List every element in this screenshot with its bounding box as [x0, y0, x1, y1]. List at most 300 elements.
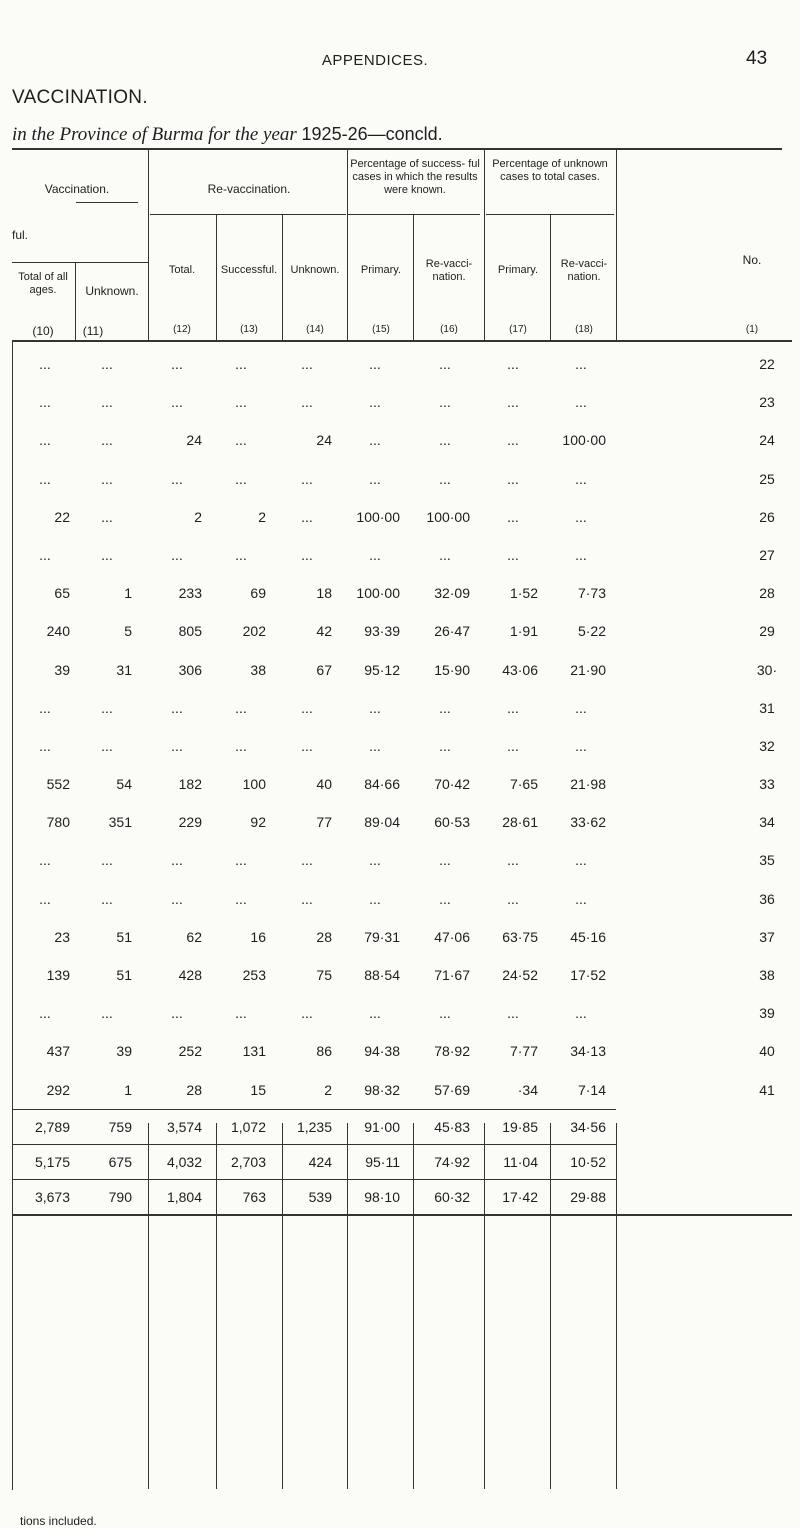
row-number: 36	[759, 890, 775, 907]
table-cell: ...	[171, 699, 183, 716]
table-cell: 131	[242, 1043, 266, 1060]
table-cell: 2,789	[34, 1118, 70, 1135]
table-cell: 95·12	[364, 661, 400, 678]
row-number: 25	[759, 470, 775, 487]
col-num: (11)	[82, 324, 104, 338]
row-number: 24	[759, 432, 775, 449]
table-cell: ...	[439, 394, 451, 411]
table-cell: 34·13	[570, 1043, 606, 1060]
table-cell: 94·38	[364, 1043, 400, 1060]
table-cell: 45·16	[570, 928, 606, 945]
table-cell: 10·52	[570, 1153, 606, 1170]
table-cell: ...	[369, 1005, 381, 1022]
table-cell: 2	[324, 1081, 332, 1098]
table-cell: ...	[439, 699, 451, 716]
table-cell: ...	[301, 699, 313, 716]
col-label-primary-unknown: Primary.	[497, 264, 539, 276]
caption-middle: for the year	[203, 124, 302, 145]
table-cell: ...	[439, 890, 451, 907]
caption-province: Province of Burma	[59, 124, 204, 145]
table-row	[12, 727, 792, 765]
pct-success-group-heading: Percentage of success- ful cases in which the results were known.	[350, 158, 480, 196]
table-cell: 292	[46, 1081, 70, 1098]
table-cell: 75	[316, 967, 332, 983]
col-divider	[148, 150, 149, 342]
table-cell: 252	[178, 1043, 202, 1060]
table-cell: ...	[39, 546, 51, 563]
col-label-unknown-revacc: Unknown.	[290, 264, 340, 276]
table-cell: ...	[101, 1005, 113, 1022]
row-number: 26	[759, 508, 775, 525]
table-cell: 2,703	[230, 1153, 266, 1170]
row-number: 32	[759, 737, 775, 754]
table-cell: 240	[46, 623, 70, 640]
table-cell: 34·56	[570, 1118, 606, 1135]
table-cell: ...	[575, 852, 587, 869]
table-cell: ...	[575, 546, 587, 563]
table-cell: ...	[369, 470, 381, 487]
table-cell: ...	[171, 1005, 183, 1022]
table-cell: ...	[101, 737, 113, 754]
table-cell: 15	[250, 1081, 266, 1098]
table-cell: 21·98	[570, 776, 606, 793]
section-title: VACCINATION.	[12, 87, 148, 108]
table-cell: ...	[171, 546, 183, 563]
table-row	[12, 803, 792, 841]
table-row	[12, 994, 792, 1032]
table-cell: ...	[575, 356, 587, 372]
table-cell: 91·00	[364, 1118, 400, 1135]
table-cell: ...	[235, 737, 247, 754]
table-cell: 57·69	[434, 1081, 470, 1098]
row-number: 34	[759, 814, 775, 831]
table-cell: 5,175	[34, 1153, 70, 1170]
table-cell: 780	[46, 814, 70, 831]
table-cell: 47·06	[434, 928, 470, 945]
table-cell: ...	[575, 699, 587, 716]
row-number: 40	[759, 1043, 775, 1060]
col-label-revaccination: Re-vacci- nation.	[425, 258, 473, 283]
table-cell: 24	[316, 432, 332, 449]
page-number: 43	[746, 48, 768, 69]
table-cell: ...	[507, 1005, 519, 1022]
table-cell: 63·75	[502, 928, 538, 945]
table-cell: 60·53	[434, 814, 470, 831]
table-cell: 1·91	[509, 623, 538, 640]
table-cell: 7·65	[509, 776, 538, 793]
table-cell: ...	[575, 508, 587, 525]
table-cell: 28	[186, 1081, 202, 1098]
revaccination-group-rule	[150, 214, 346, 215]
row-number: 29	[759, 623, 775, 640]
table-cell: 77	[316, 814, 332, 831]
table-cell: 19·85	[502, 1118, 538, 1135]
col-num: (1)	[745, 324, 759, 335]
table-cell: 7·73	[577, 585, 606, 602]
table-cell: 11·04	[503, 1153, 538, 1170]
table-cell: 33·62	[570, 814, 606, 831]
table-cell: 62	[186, 928, 202, 945]
table-cell: ...	[235, 852, 247, 869]
table-cell: ...	[101, 432, 113, 449]
table-row	[12, 460, 792, 498]
table-cell: 100·00	[562, 432, 606, 449]
table-cell: ...	[101, 508, 113, 525]
col-label-revaccination-unknown: Re-vacci- nation.	[560, 258, 608, 283]
table-cell: ...	[301, 470, 313, 487]
totals-row	[12, 1145, 792, 1179]
col-divider	[75, 262, 76, 342]
table-cell: 539	[308, 1188, 332, 1205]
table-cell: ...	[101, 394, 113, 411]
table-cell: 98·10	[364, 1188, 400, 1205]
table-cell: 88·54	[364, 967, 400, 983]
table-cell: ...	[301, 852, 313, 869]
table-cell: 428	[178, 967, 202, 983]
col-divider	[216, 214, 217, 342]
table-cell: 7·77	[509, 1043, 538, 1060]
sub-rule	[12, 262, 148, 263]
totals-row	[12, 1110, 792, 1144]
col-num: (16)	[440, 324, 458, 335]
table-cell: ...	[301, 356, 313, 372]
table-cell: ...	[235, 699, 247, 716]
table-cell: 7·14	[577, 1081, 606, 1098]
no-heading: No.	[742, 253, 762, 267]
table-cell: ...	[439, 470, 451, 487]
table-cell: ...	[439, 432, 451, 449]
caption-prefix: in the	[12, 124, 60, 145]
table-cell: 38	[250, 661, 266, 678]
table-cell: 45·83	[434, 1118, 470, 1135]
table-row	[12, 498, 792, 536]
table-cell: ...	[439, 1005, 451, 1022]
table-cell: ...	[235, 546, 247, 563]
table-cell: 3,574	[166, 1118, 202, 1135]
table-cell: ...	[439, 356, 451, 372]
table-cell: 100	[242, 776, 266, 793]
table-cell: ...	[171, 737, 183, 754]
table-cell: 40	[316, 776, 332, 793]
table-cell: ...	[171, 470, 183, 487]
table-cell: ·34	[517, 1081, 538, 1098]
table-cell: ...	[575, 737, 587, 754]
table-cell: 306	[178, 661, 202, 678]
table-cell: ...	[39, 432, 51, 449]
table-cell: ...	[507, 508, 519, 525]
footnote: tions included.	[20, 1514, 97, 1528]
col-num: (14)	[306, 324, 324, 335]
table-cell: 93·39	[364, 623, 400, 640]
table-cell: 24	[186, 432, 202, 449]
table-cell: ...	[369, 737, 381, 754]
table-cell: 39	[54, 661, 70, 678]
table-cell: 92	[250, 814, 266, 831]
col-divider	[484, 150, 485, 342]
table-cell: 805	[178, 623, 202, 640]
table-cell: 100·00	[426, 508, 470, 525]
row-number: 37	[759, 928, 775, 945]
table-cell: 3,673	[34, 1188, 70, 1205]
table-cell: 182	[178, 776, 202, 793]
table-cell: 71·67	[434, 967, 470, 983]
table-cell: ...	[101, 546, 113, 563]
table-cell: ...	[369, 546, 381, 563]
table-row	[12, 421, 792, 459]
totals-row	[12, 1180, 792, 1214]
table-cell: ...	[507, 699, 519, 716]
table-cell: 22	[54, 508, 70, 525]
row-number: 38	[759, 967, 775, 983]
table-cell: ...	[369, 394, 381, 411]
table-cell: 4,032	[166, 1153, 202, 1170]
row-number: 22	[759, 356, 775, 372]
table-cell: 202	[242, 623, 266, 640]
col-num: (12)	[173, 324, 191, 335]
table-cell: 5·22	[577, 623, 606, 640]
table-cell: ...	[301, 546, 313, 563]
table-cell: 16	[250, 928, 266, 945]
table-cell: ...	[101, 699, 113, 716]
table-cell: 86	[316, 1043, 332, 1060]
table-cell: ...	[507, 432, 519, 449]
table-cell: ...	[439, 737, 451, 754]
table-cell: 2	[194, 508, 202, 525]
table-row	[12, 536, 792, 574]
col-label-unknown: Unknown.	[85, 284, 139, 298]
table-cell: 31	[116, 661, 132, 678]
row-number: 33	[759, 776, 775, 793]
table-cell: ...	[369, 432, 381, 449]
row-number: 41	[759, 1081, 775, 1098]
table-cell: 229	[178, 814, 202, 831]
table-row	[12, 918, 792, 956]
table-cell: ...	[39, 1005, 51, 1022]
table-cell: 424	[308, 1153, 332, 1170]
col-num: (18)	[575, 324, 593, 335]
table-cell: ...	[235, 394, 247, 411]
table-cell: ...	[235, 1005, 247, 1022]
table-cell: 233	[178, 585, 202, 602]
table-cell: ...	[301, 890, 313, 907]
col-divider	[550, 214, 551, 342]
table-cell: 675	[108, 1153, 132, 1170]
table-cell: ...	[101, 852, 113, 869]
row-number: 31	[759, 699, 775, 716]
row-number: 23	[759, 394, 775, 411]
table-cell: 18	[316, 585, 332, 602]
table-cell: 42	[316, 623, 332, 640]
table-cell: ...	[171, 852, 183, 869]
col-label-primary: Primary.	[360, 264, 402, 276]
table-cell: ...	[235, 470, 247, 487]
table-cell: ...	[235, 356, 247, 372]
table-row	[12, 956, 792, 994]
table-cell: ...	[507, 470, 519, 487]
table-cell: ...	[39, 356, 51, 372]
row-number: 28	[759, 585, 775, 602]
table-cell: ...	[507, 394, 519, 411]
table-cell: ...	[301, 737, 313, 754]
pct-unknown-group-heading: Percentage of unknown cases to total cases.	[492, 158, 608, 183]
table-cell: 17·52	[570, 967, 606, 983]
table-cell: 1,235	[296, 1118, 332, 1135]
table-cell: 69	[250, 585, 266, 602]
table-cell: 437	[46, 1043, 70, 1060]
header-bottom-rule	[12, 340, 792, 342]
row-number: 27	[759, 546, 775, 563]
table-cell: ...	[369, 699, 381, 716]
table-cell: ...	[235, 432, 247, 449]
table-row	[12, 1032, 792, 1070]
table-cell: ...	[439, 852, 451, 869]
table-cell: ...	[301, 394, 313, 411]
table-cell: ...	[369, 890, 381, 907]
table-cell: 2	[258, 508, 266, 525]
table-cell: ...	[507, 890, 519, 907]
col-label-total: Total.	[168, 264, 196, 276]
table-cell: 24·52	[502, 967, 538, 983]
table-cell: 1	[124, 1081, 132, 1098]
table-cell: ...	[575, 1005, 587, 1022]
table-cell: 79·31	[364, 928, 400, 945]
col-divider	[347, 150, 348, 342]
table-row	[12, 345, 792, 383]
table-cell: ...	[301, 508, 313, 525]
row-number: 30·	[756, 661, 778, 678]
table-cell: 139	[46, 967, 70, 983]
table-cell: ...	[575, 890, 587, 907]
table-cell: 253	[242, 967, 266, 983]
table-cell: 5	[124, 623, 132, 640]
table-cell: ...	[369, 356, 381, 372]
table-cell: 95·11	[365, 1153, 400, 1170]
table-cell: 74·92	[434, 1153, 470, 1170]
table-cell: 552	[46, 776, 70, 793]
table-cell: ...	[575, 394, 587, 411]
table-cell: 60·32	[434, 1188, 470, 1205]
table-cell: 39	[116, 1043, 132, 1060]
table-row	[12, 651, 792, 689]
table-cell: 351	[108, 814, 132, 831]
table-cell: ...	[101, 890, 113, 907]
table-cell: ...	[39, 699, 51, 716]
table-body	[12, 345, 792, 1216]
table-row	[12, 383, 792, 421]
table-cell: 23	[54, 928, 70, 945]
table-cell: 43·06	[502, 661, 538, 678]
pct-success-group-rule	[348, 214, 480, 215]
table-cell: ...	[369, 852, 381, 869]
table-cell: 763	[242, 1188, 266, 1205]
table-row	[12, 612, 792, 650]
table-cell: ...	[235, 890, 247, 907]
table-caption	[12, 124, 443, 146]
table-cell: 1,072	[230, 1118, 266, 1135]
header-top-rule	[12, 148, 782, 150]
table-row	[12, 1071, 792, 1109]
table-bottom-rule	[12, 1214, 792, 1216]
col-num: (17)	[509, 324, 527, 335]
table-row	[12, 574, 792, 612]
table-cell: 29·88	[570, 1188, 606, 1205]
table-row	[12, 841, 792, 879]
table-cell: 100·00	[356, 508, 400, 525]
table-cell: 78·92	[434, 1043, 470, 1060]
table-cell: ...	[301, 1005, 313, 1022]
running-head: APPENDICES.	[321, 52, 429, 69]
table-cell: 89·04	[364, 814, 400, 831]
table-cell: 28	[316, 928, 332, 945]
table-cell: 759	[108, 1118, 132, 1135]
table-cell: 17·42	[502, 1188, 538, 1205]
row-number: 35	[759, 852, 775, 869]
table-cell: ...	[507, 356, 519, 372]
table-cell: 26·47	[434, 623, 470, 640]
table-cell: 100·00	[356, 585, 400, 602]
table-cell: 98·32	[364, 1081, 400, 1098]
table-cell: ...	[39, 737, 51, 754]
table-cell: ...	[101, 470, 113, 487]
caption-year: 1925-26—concld.	[301, 124, 443, 144]
table-cell: 32·09	[434, 585, 470, 602]
col-divider	[413, 214, 414, 342]
table-cell: 1,804	[166, 1188, 202, 1205]
col-num: (13)	[240, 324, 258, 335]
table-cell: 84·66	[364, 776, 400, 793]
table-cell: 790	[108, 1188, 132, 1205]
table-cell: ...	[507, 546, 519, 563]
col-divider	[616, 150, 617, 342]
table-cell: 70·42	[434, 776, 470, 793]
table-cell: ...	[171, 356, 183, 372]
table-cell: 15·90	[434, 661, 470, 678]
table-cell: ...	[507, 852, 519, 869]
table-cell: ...	[39, 890, 51, 907]
table-row	[12, 689, 792, 727]
row-number: 39	[759, 1005, 775, 1022]
table-cell: 1·52	[509, 585, 538, 602]
revaccination-group-heading: Re-vaccination.	[207, 182, 291, 196]
table-cell: 65	[54, 585, 70, 602]
vaccination-group-heading: Vaccination.	[44, 182, 110, 196]
table-cell: ...	[101, 356, 113, 372]
table-cell: 1	[124, 585, 132, 602]
table-cell: 51	[116, 967, 132, 983]
table-cell: 21·90	[570, 661, 606, 678]
table-cell: ...	[575, 470, 587, 487]
table-cell: 67	[316, 661, 332, 678]
table-cell: ...	[171, 890, 183, 907]
table-row	[12, 765, 792, 803]
table-row	[12, 880, 792, 918]
table-cell: ...	[39, 852, 51, 869]
table-cell: 28·61	[502, 814, 538, 831]
vaccination-group-rule	[76, 202, 138, 203]
table-cell: 51	[116, 928, 132, 945]
table-cell: ...	[507, 737, 519, 754]
table-cell: 54	[116, 776, 132, 793]
table-cell: ...	[39, 470, 51, 487]
col-divider	[282, 214, 283, 342]
successful-fragment: ful.	[12, 228, 29, 242]
col-num: (15)	[372, 324, 390, 335]
table-cell: ...	[171, 394, 183, 411]
table-cell: ...	[439, 546, 451, 563]
col-num: (10)	[32, 324, 54, 338]
col-label-total-all-ages: Total of all ages.	[18, 271, 68, 296]
table-cell: ...	[39, 394, 51, 411]
